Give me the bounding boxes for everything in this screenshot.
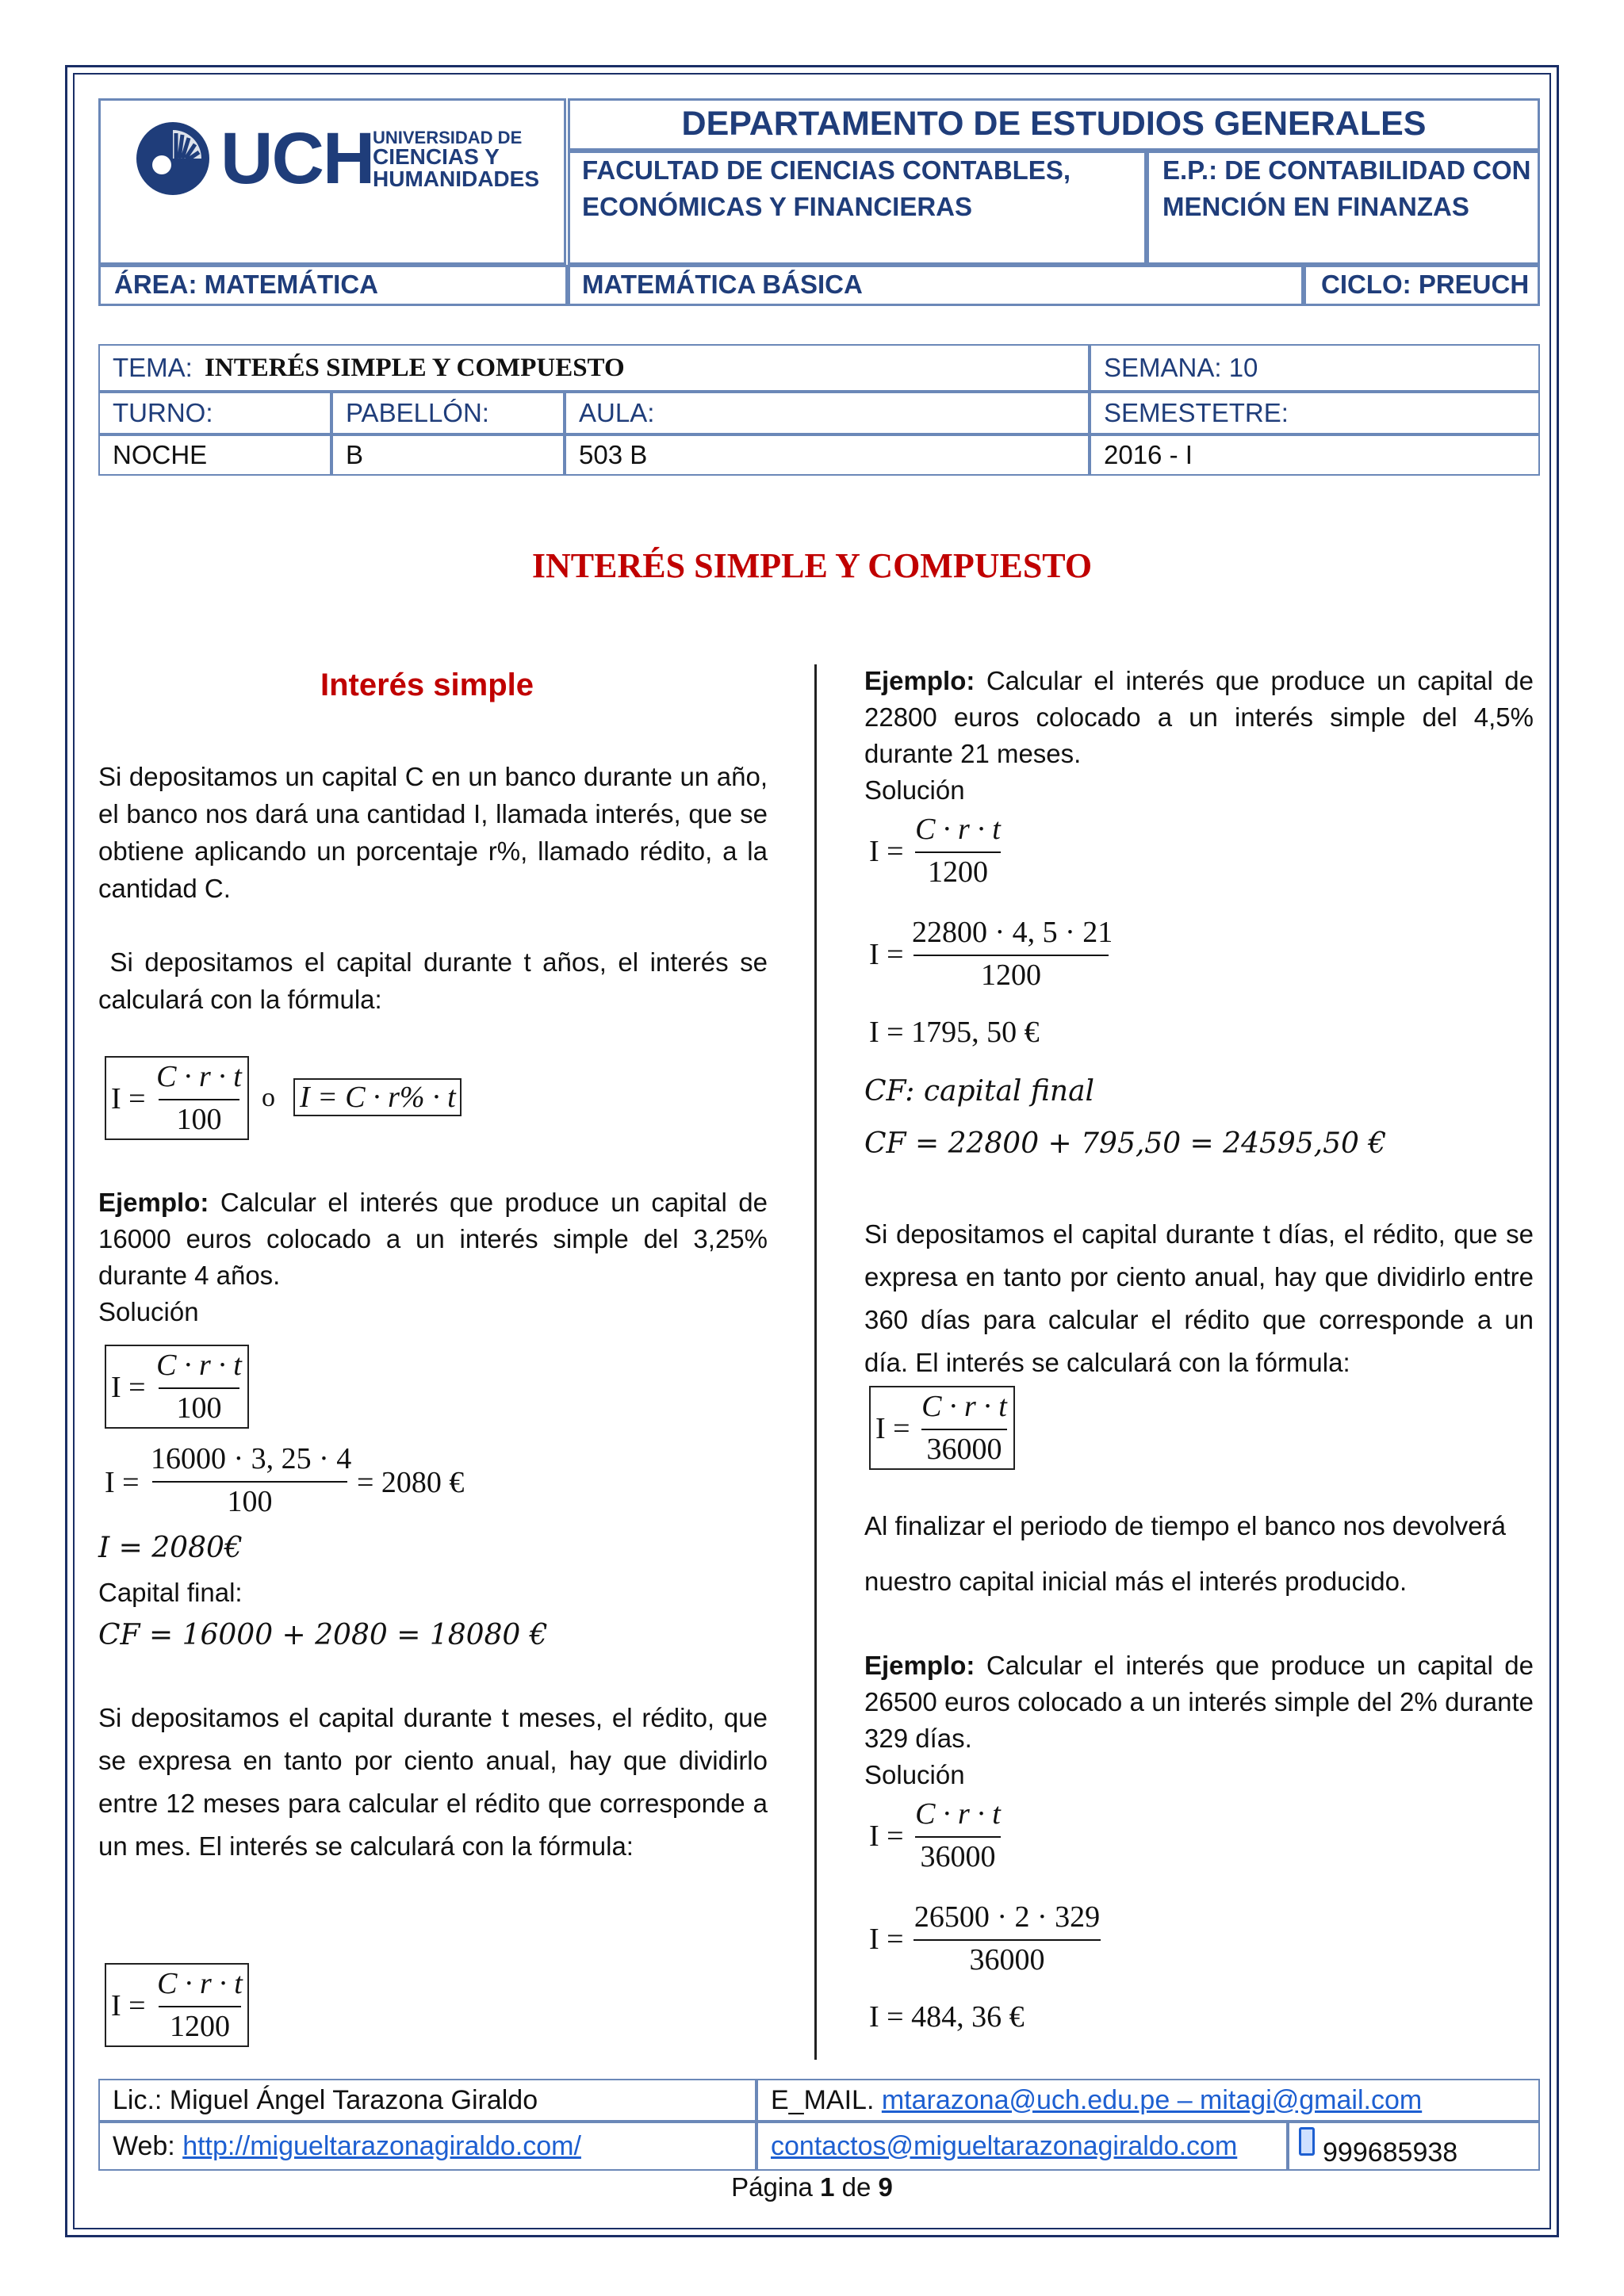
example-1-statement: Calcular el interés que produce un capital de 16000 euros colocado a un interés simple del 3,25% durante 4 años. (98, 1188, 776, 1290)
author-cell: Lic.: Miguel Ángel Tarazona Giraldo (98, 2079, 756, 2122)
example-label: Ejemplo: (98, 1188, 209, 1217)
fraction-denominator: 1200 (981, 959, 1041, 992)
formula-lhs: I = (111, 1989, 146, 2022)
capital-final-label: Capital final: (98, 1578, 243, 1607)
formula-fraction-100-ex1 (155, 1348, 243, 1427)
area-label: ÁREA: MATEMÁTICA (114, 270, 379, 299)
web-cell (98, 2122, 756, 2171)
formula-lhs: I = (869, 835, 904, 868)
example-2-statement: Calcular el interés que produce un capital de 22800 euros colocado a un interés simple del 4,5% durante 21 meses. (864, 666, 1542, 768)
cycle-label: CICLO: PREUCH (1321, 270, 1530, 299)
formula-fraction-36000 (918, 1389, 1010, 1468)
tema-cell (98, 344, 1090, 392)
example-1-capital-final: CF = 16000 + 2080 = 18080 € (98, 1619, 548, 1651)
example-2-interest: I = 1795, 50 € (869, 1016, 1040, 1049)
uch-logo (133, 119, 546, 198)
fraction-numerator: C · r · t (921, 1390, 1007, 1423)
fraction-numerator: C · r · t (157, 1967, 243, 2000)
aula-label: AULA: (565, 392, 1090, 434)
fraction-numerator: C · r · t (915, 1797, 1001, 1831)
fraction-numerator: 26500 · 2 · 329 (914, 1900, 1101, 1934)
fraction-denominator: 1200 (170, 2010, 230, 2043)
example-3-interest: I = 484, 36 € (869, 2000, 1025, 2034)
formula-fraction-1200 (155, 1966, 244, 2045)
semestre-label: SEMESTETRE: (1090, 392, 1540, 434)
formula-lhs: I = (105, 1466, 140, 1499)
fraction-bar (914, 955, 1109, 956)
or-connector: o (262, 1083, 275, 1112)
fraction-numerator: C · r · t (915, 813, 1001, 846)
formula-percent: I = C · r% · t (300, 1081, 456, 1114)
contact-cell (756, 2122, 1288, 2171)
fraction-bar (159, 1387, 239, 1389)
logo-subtitle-2: CIENCIAS Y (373, 144, 500, 169)
example-3-statement: Calcular el interés que produce un capital de 26500 euros colocado a un interés simple del 2% durante 329 días. (864, 1651, 1542, 1753)
faculty-line-2: ECONÓMICAS Y FINANCIERAS (582, 192, 973, 221)
tema-value: INTERÉS SIMPLE Y COMPUESTO (205, 353, 625, 382)
fraction-bar (159, 2006, 241, 2007)
formula-lhs: I = (869, 1923, 904, 1956)
solution-label: Solución (864, 1760, 965, 1789)
email-link[interactable]: mtarazona@uch.edu.pe – mitagi@gmail.com (881, 2084, 1423, 2115)
fraction-numerator: 16000 · 3, 25 · 4 (151, 1442, 352, 1475)
page-title: INTERÉS SIMPLE Y COMPUESTO (531, 546, 1093, 585)
department-title: DEPARTAMENTO DE ESTUDIOS GENERALES (681, 105, 1427, 143)
fraction-denominator: 36000 (920, 1840, 996, 1873)
email-cell (756, 2079, 1540, 2122)
paragraph-formula-months: Si depositamos el capital durante t meses, el rédito, que se expresa en tanto por ciento anual, hay que dividirlo entre 12 meses para calcular el rédito que corresponde a un mes. El interés se calculará con la fórmula: (98, 1703, 768, 1861)
fraction-bar (159, 1099, 239, 1100)
fraction-numerator: C · r · t (156, 1349, 242, 1382)
example-1-text (98, 1184, 776, 1294)
fraction-bar (921, 1429, 1007, 1430)
example-2-fraction (912, 915, 1113, 994)
web-link[interactable]: http://migueltarazonagiraldo.com/ (182, 2130, 581, 2161)
paragraph-intro: Si depositamos un capital C en un banco durante un año, el banco nos dará una cantidad I, llamada interés, que se obtiene aplicando un porcentaje r%, llamado rédito, a la cantidad C. (98, 762, 768, 903)
paragraph-formula-days: Si depositamos el capital durante t días, el rédito, que se expresa en tanto por ciento anual, hay que dividirlo entre 360 días para calcular el rédito que corresponde a un día. El interés se calculará con la fórmula: (864, 1219, 1534, 1377)
web-label: Web: (113, 2130, 183, 2161)
logo-subtitle-1: UNIVERSIDAD DE (373, 128, 523, 147)
contact-email-link[interactable]: contactos@migueltarazonagiraldo.com (771, 2130, 1238, 2161)
example-3-text (864, 1647, 1542, 1757)
phone-number: 999685938 (1323, 2137, 1458, 2168)
fraction-denominator: 100 (176, 1103, 222, 1136)
formula-lhs: I = (111, 1371, 146, 1404)
page-current: 1 (820, 2172, 835, 2202)
formula-fraction-100 (155, 1059, 243, 1138)
fraction-denominator: 100 (176, 1391, 222, 1425)
paragraph-formula-years: Si depositamos el capital durante t años, el interés se calculará con la fórmula: (98, 947, 776, 1014)
logo-wordmark: UCH (220, 118, 374, 199)
example-2-capital-final: CF = 22800 + 795,50 = 24595,50 € (864, 1127, 1387, 1160)
faculty-line-1: FACULTAD DE CIENCIAS CONTABLES, (582, 155, 1071, 185)
example-1-result: = 2080 € (357, 1466, 465, 1499)
fraction-numerator: 22800 · 4, 5 · 21 (912, 916, 1113, 949)
page-mid: de (834, 2172, 879, 2202)
fraction-denominator: 1200 (928, 855, 988, 889)
solution-label: Solución (98, 1297, 199, 1326)
pabellon-value: B (331, 434, 565, 476)
page-number (0, 2172, 1624, 2202)
capital-final-definition: CF: capital final (864, 1075, 1095, 1108)
paragraph-final: Al finalizar el periodo de tiempo el banco nos devolverá nuestro capital inicial más el interés producido. (864, 1511, 1506, 1596)
phone-icon (1299, 2127, 1315, 2156)
aula-value: 503 B (565, 434, 1090, 476)
fraction-denominator: 100 (227, 1485, 273, 1518)
turno-value: NOCHE (98, 434, 331, 476)
example-2-formula (912, 812, 1004, 891)
fraction-bar (915, 851, 1001, 853)
example-1-fraction (151, 1441, 352, 1521)
column-divider (814, 664, 817, 2060)
fraction-bar (915, 1836, 1001, 1838)
course-label: MATEMÁTICA BÁSICA (582, 270, 863, 299)
formula-lhs: I = (111, 1082, 146, 1115)
semestre-value: 2016 - I (1090, 434, 1540, 476)
example-label: Ejemplo: (864, 1651, 975, 1680)
fraction-numerator: C · r · t (156, 1060, 242, 1093)
page-total: 9 (878, 2172, 893, 2202)
semana-cell: SEMANA: 10 (1090, 344, 1540, 392)
example-3-formula (912, 1797, 1004, 1876)
turno-label: TURNO: (98, 392, 331, 434)
fraction-bar (152, 1481, 347, 1483)
logo-subtitle-3: HUMANIDADES (373, 166, 539, 191)
fraction-denominator: 36000 (926, 1433, 1002, 1466)
uch-emblem-icon (133, 119, 213, 198)
tema-label: TEMA: (113, 353, 201, 382)
phone-cell (1288, 2122, 1540, 2171)
formula-lhs: I = (869, 1820, 904, 1853)
solution-label: Solución (864, 775, 965, 805)
section-title-interes-simple: Interés simple (320, 668, 534, 702)
formula-lhs: I = (869, 938, 904, 971)
school-line-1: E.P.: DE CONTABILIDAD CON (1162, 155, 1531, 185)
example-label: Ejemplo: (864, 666, 975, 695)
fraction-bar (914, 1939, 1101, 1941)
example-3-fraction (912, 1900, 1102, 1979)
email-label: E_MAIL. (771, 2084, 882, 2115)
example-2-text (864, 663, 1542, 772)
fraction-denominator: 36000 (969, 1943, 1045, 1976)
page-prefix: Página (731, 2172, 821, 2202)
school-line-2: MENCIÓN EN FINANZAS (1162, 192, 1469, 221)
pabellon-label: PABELLÓN: (331, 392, 565, 434)
formula-lhs: I = (875, 1412, 910, 1445)
example-1-interest: I = 2080€ (98, 1532, 243, 1564)
